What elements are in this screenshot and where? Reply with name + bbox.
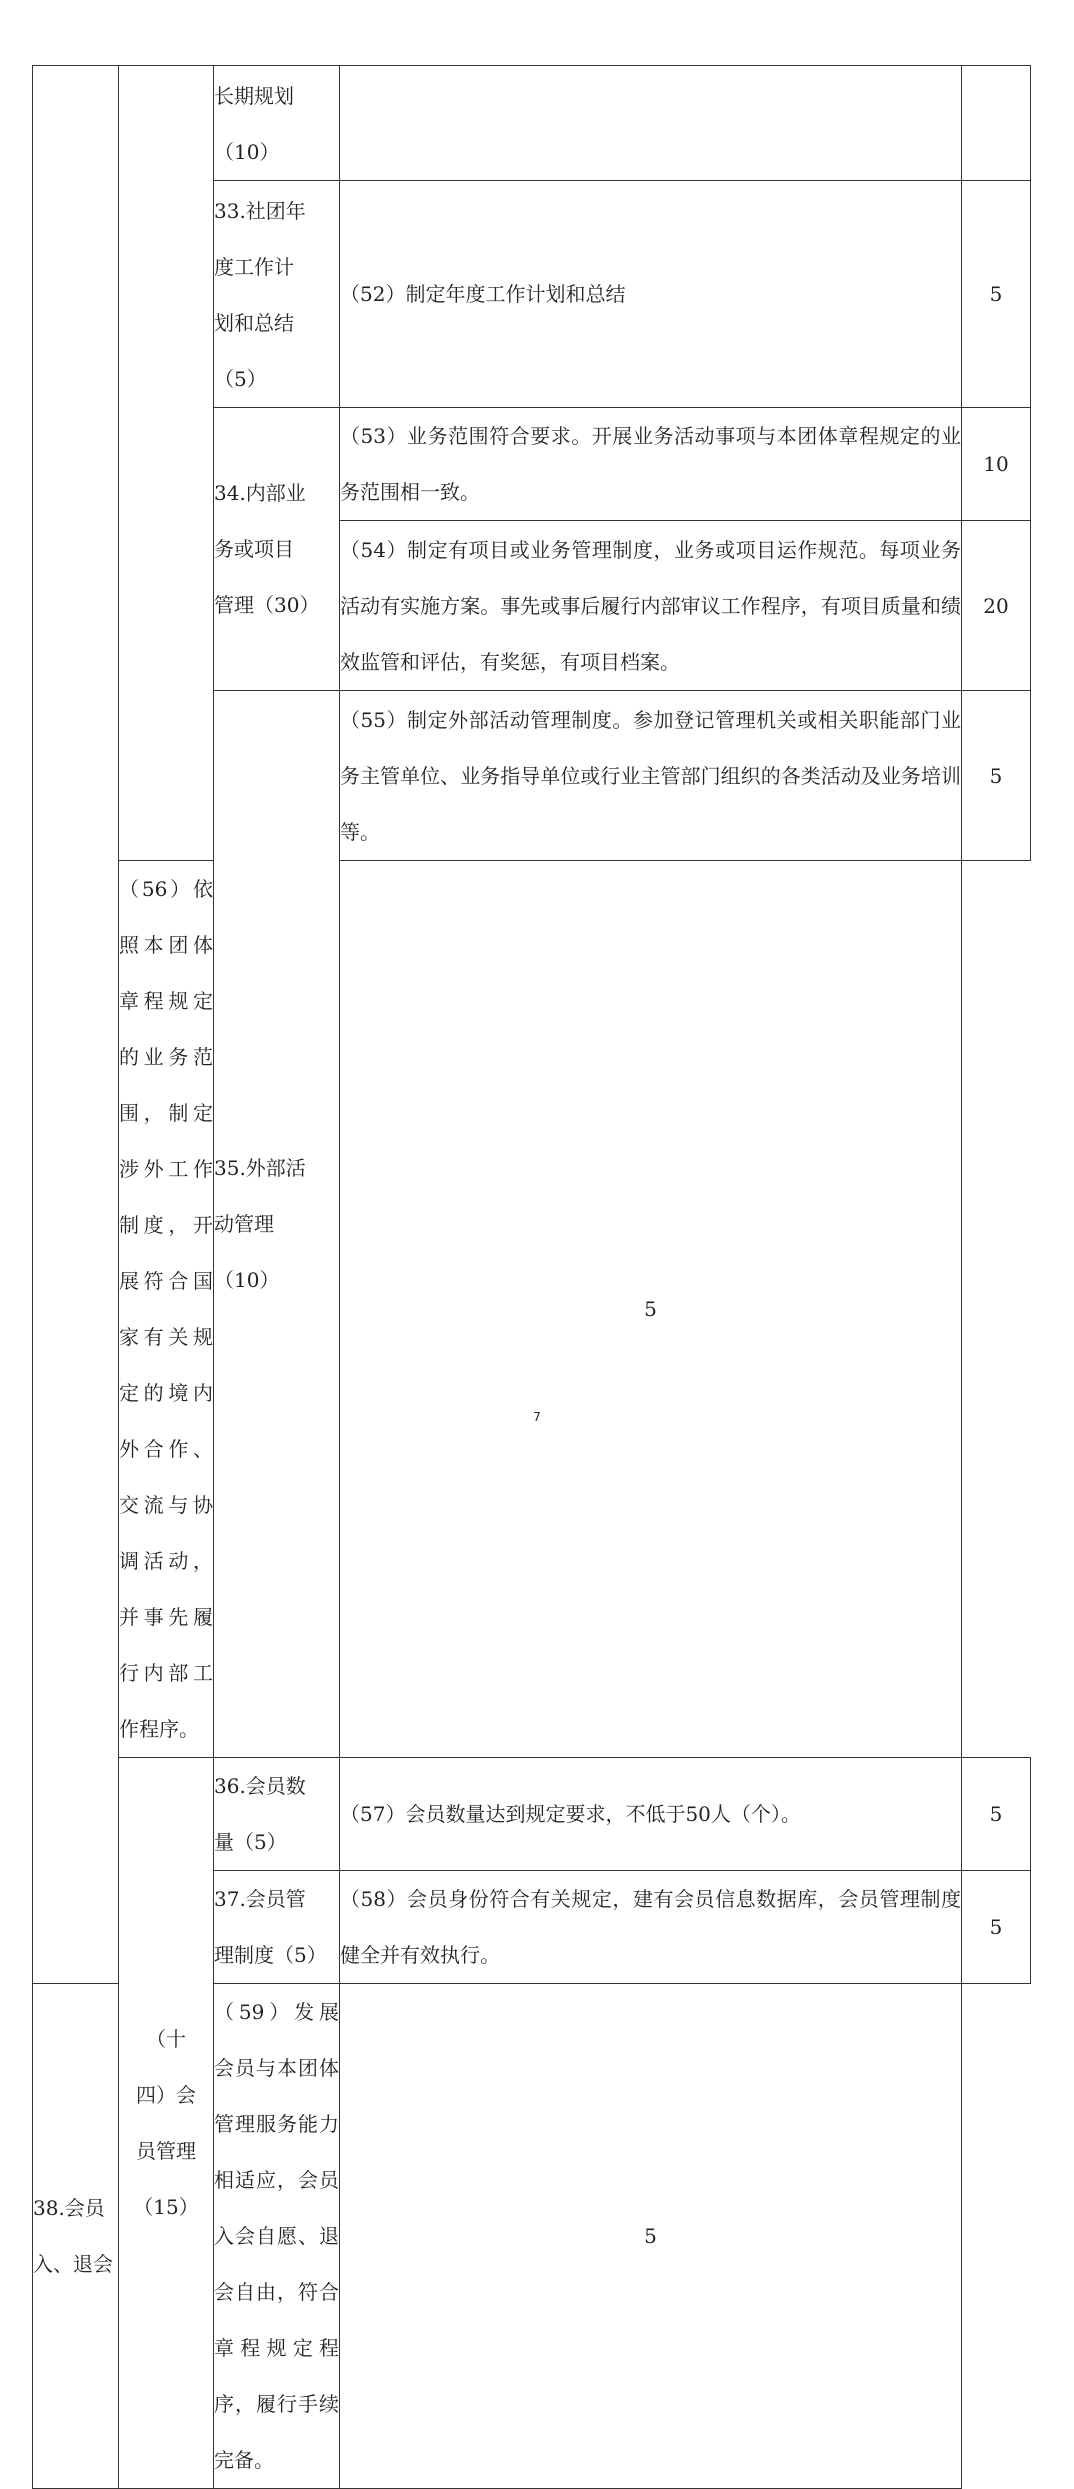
row-long-term-plan: [33, 66, 1031, 181]
score-54: 20: [962, 521, 1031, 691]
score-52: 5: [962, 181, 1031, 408]
score-55: 5: [962, 691, 1031, 861]
category-column-cell: [33, 66, 119, 1984]
score-53: 10: [962, 408, 1031, 521]
content-long-term-plan: [340, 66, 962, 181]
content-54: （54）制定有项目或业务管理制度，业务或项目运作规范。每项业务活动有实施方案。事先或事后履行内部审议工作程序，有项目质量和绩效监管和评估，有奖惩，有项目档案。: [340, 521, 962, 691]
content-57: （57）会员数量达到规定要求，不低于50人（个）。: [340, 1758, 962, 1871]
section-column-cell: [119, 66, 214, 861]
score-59: 5: [340, 1984, 962, 2489]
section-14-member-management: （十 四）会 员管理 （15）: [119, 1758, 214, 2489]
content-59: （59）发展会员与本团体管理服务能力相适应，会员入会自愿、退会自由，符合章程规定程序，履行手续完备。: [214, 1984, 340, 2489]
content-56: （56）依照本团体章程规定的业务范围，制定涉外工作制度，开展符合国家有关规定的境内外合作、交流与协调活动，并事先履行内部工作程序。: [119, 861, 214, 1758]
score-57: 5: [962, 1758, 1031, 1871]
content-55: （55）制定外部活动管理制度。参加登记管理机关或相关职能部门业务主管单位、业务指导单位或行业主管部门组织的各类活动及业务培训等。: [340, 691, 962, 861]
content-58: （58）会员身份符合有关规定，建有会员信息数据库，会员管理制度健全并有效执行。: [340, 1871, 962, 1984]
score-56: 5: [340, 861, 962, 1758]
score-58: 5: [962, 1871, 1031, 1984]
content-53: （53）业务范围符合要求。开展业务活动事项与本团体章程规定的业务范围相一致。: [340, 408, 962, 521]
item-36: 36.会员数 量（5）: [214, 1758, 340, 1871]
row-35b: [33, 861, 1031, 1758]
page-number: 7: [533, 1410, 541, 1424]
row-36: [33, 1758, 1031, 1871]
item-33: 33.社团年 度工作计 划和总结 （5）: [214, 181, 340, 408]
content-52: （52）制定年度工作计划和总结: [340, 181, 962, 408]
item-long-term-plan: 长期规划 （10）: [214, 66, 340, 181]
item-35: 35.外部活 动管理 （10）: [214, 691, 340, 1758]
score-long-term-plan: [962, 66, 1031, 181]
evaluation-table: [32, 65, 1031, 2489]
item-37: 37.会员管 理制度（5）: [214, 1871, 340, 1984]
item-38: 38.会员 入、退会: [33, 1984, 119, 2489]
item-34: 34.内部业 务或项目 管理（30）: [214, 408, 340, 691]
